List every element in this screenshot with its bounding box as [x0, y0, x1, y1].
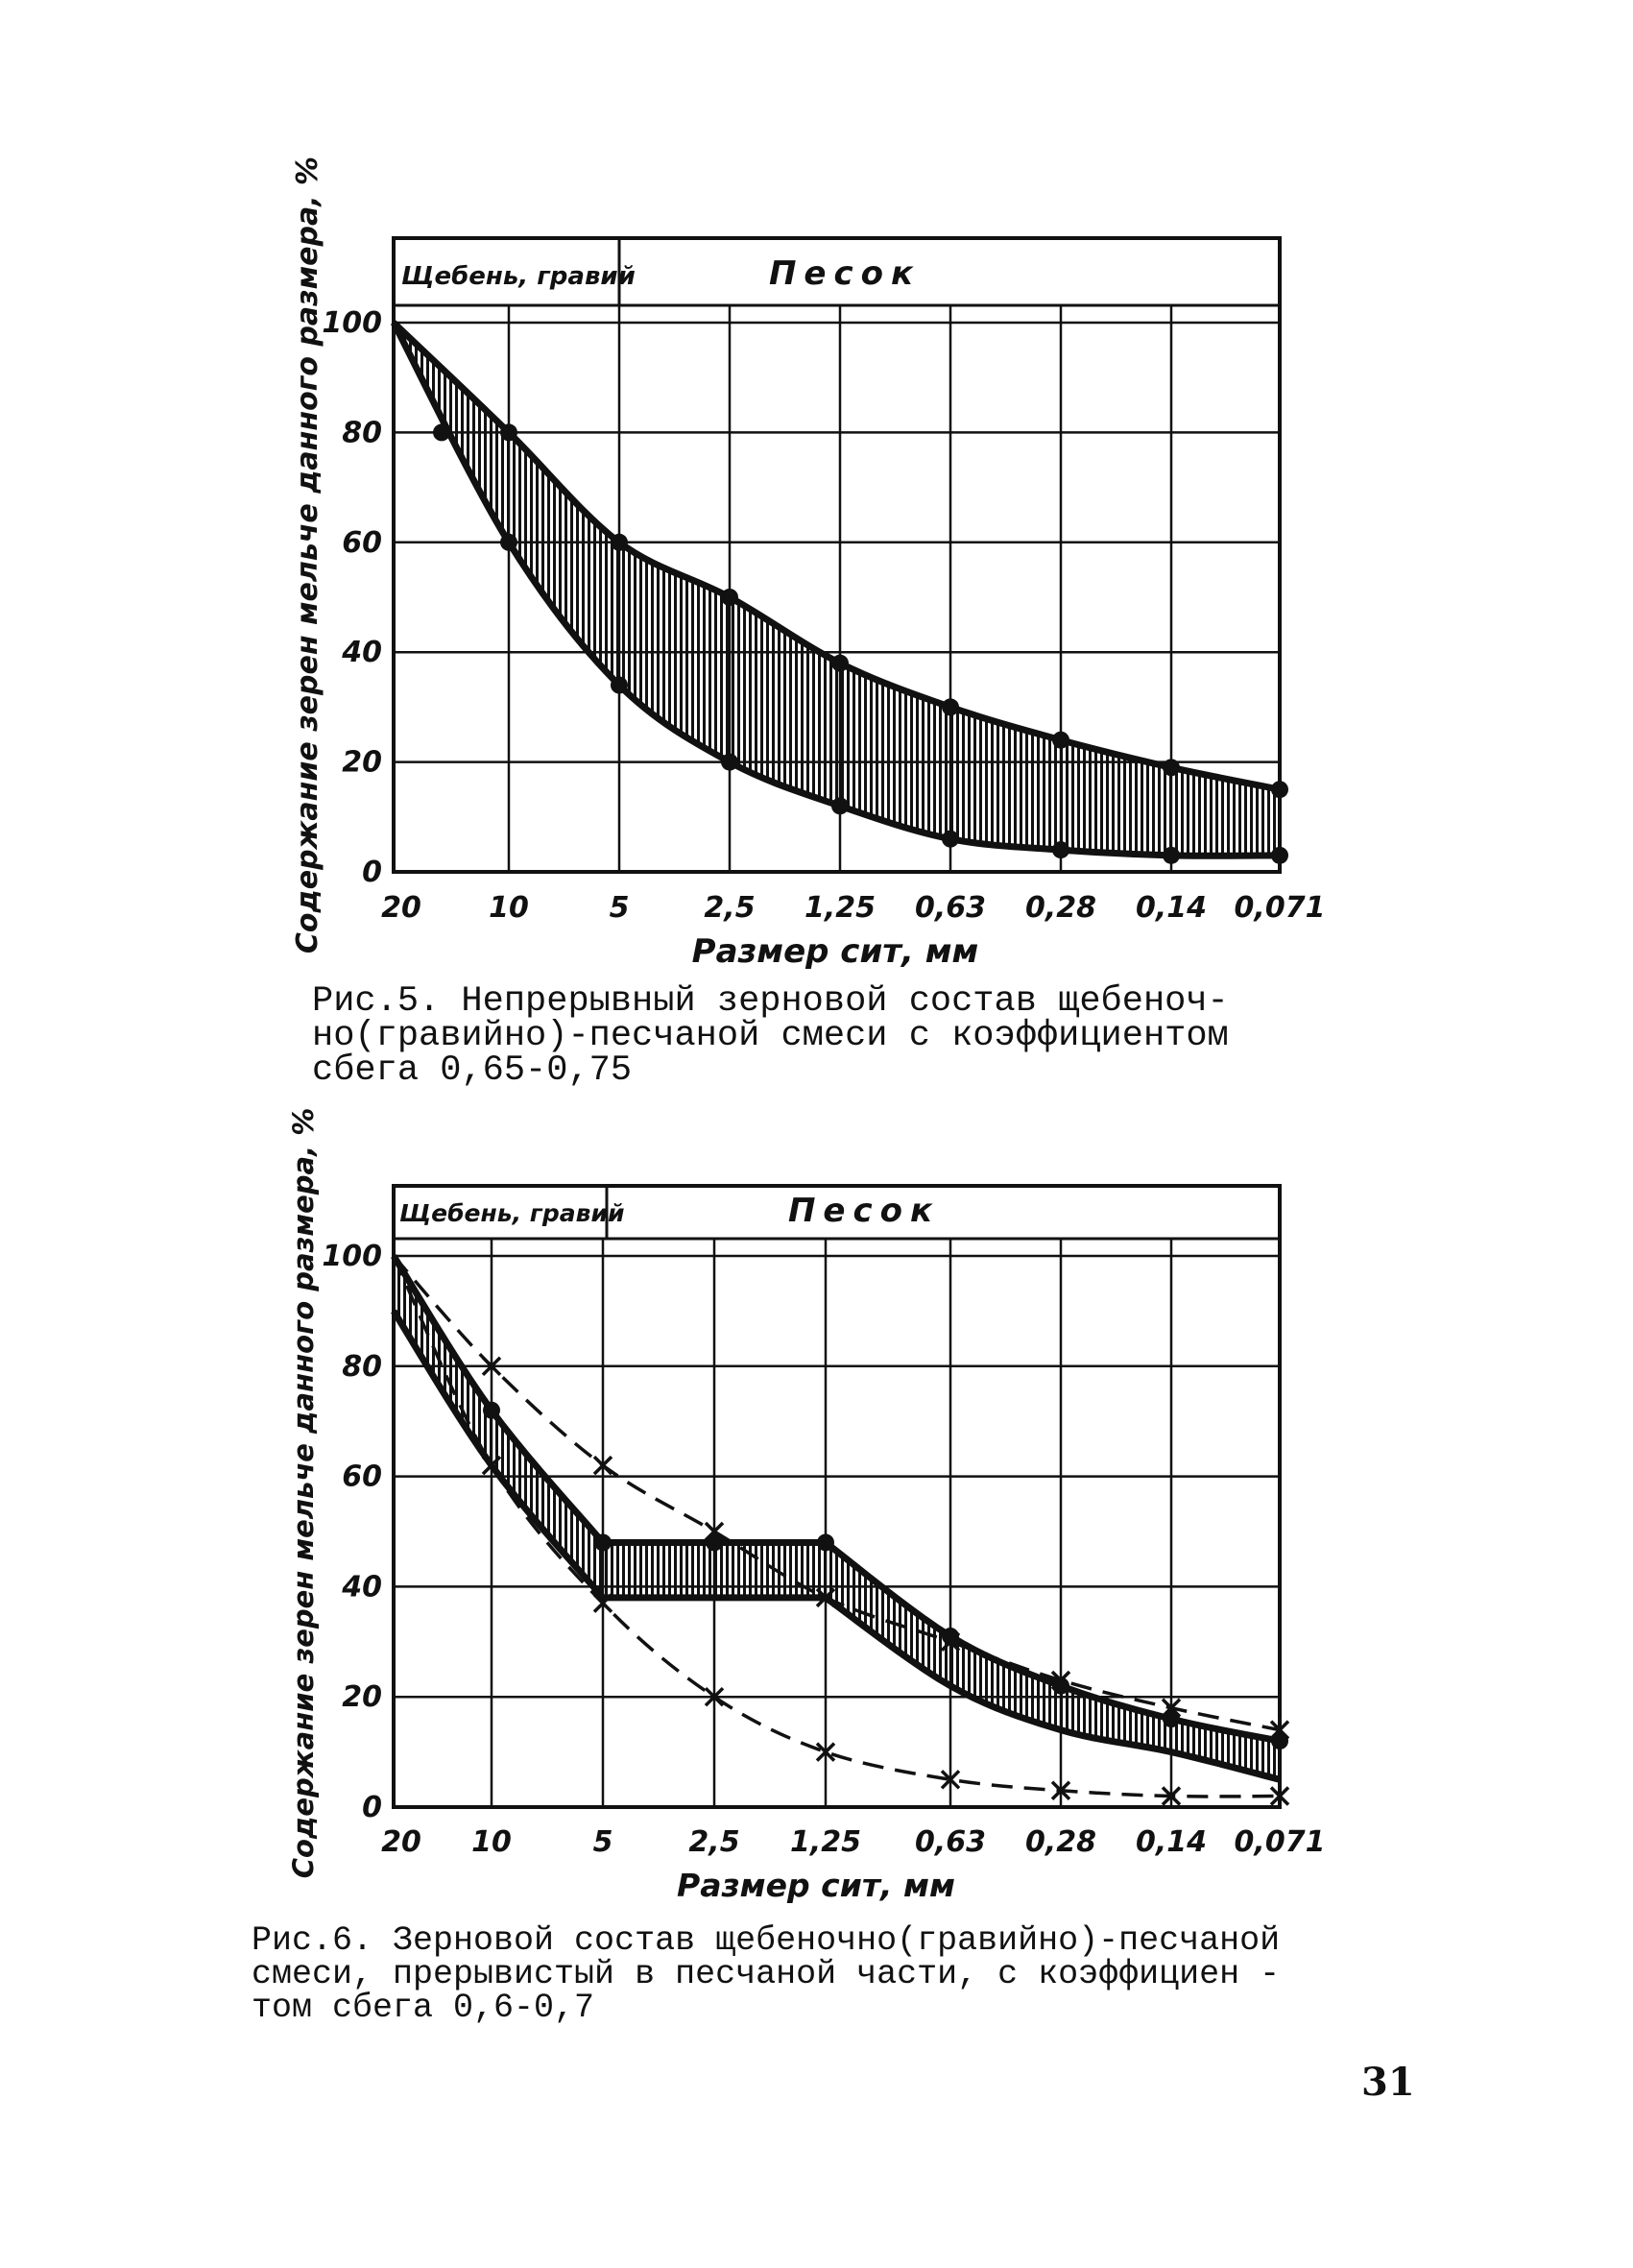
- chart-2-header-left: Щебень, гравий: [399, 1199, 625, 1227]
- x-tick-label: 20: [381, 1825, 421, 1859]
- chart-1-y-axis-label: Содержание зерен мельче данного размера, %: [291, 156, 324, 954]
- x-tick-label: 10: [489, 891, 529, 925]
- chart-2-y-axis-label: Содержание зерен мельче данного размера, %: [287, 1107, 320, 1879]
- data-point-lower: [831, 797, 849, 814]
- x-tick-label: 5: [609, 891, 630, 925]
- caption-fig-6-line-3: том сбега 0,6-0,7: [252, 1989, 595, 2027]
- y-tick-label: 100: [322, 1240, 382, 1273]
- data-point-upper: [500, 423, 517, 441]
- y-tick-label: 0: [362, 1791, 382, 1824]
- data-point-lower: [611, 677, 628, 694]
- x-tick-label: 5: [592, 1825, 613, 1859]
- y-tick-label: 40: [342, 1570, 382, 1604]
- x-tick-label: 0,63: [914, 891, 987, 925]
- chart-2: [287, 1108, 1325, 1904]
- y-tick-label: 60: [342, 1460, 382, 1494]
- y-tick-label: 20: [342, 745, 382, 780]
- y-tick-label: 60: [342, 525, 382, 560]
- data-point-upper: [831, 655, 849, 672]
- caption-fig-5-line-3: сбега 0,65-0,75: [312, 1050, 633, 1091]
- data-point-upper: [611, 534, 628, 551]
- y-tick-label: 0: [362, 856, 382, 889]
- hatched-band: [394, 323, 1280, 856]
- data-point-lower: [500, 534, 517, 551]
- x-tick-label: 1,25: [789, 1825, 862, 1859]
- x-tick-label: 2,5: [704, 891, 756, 925]
- caption-fig-5-line-2: но(гравийно)-песчаной смеси с коэффициентом: [312, 1016, 1229, 1056]
- y-tick-label: 80: [342, 416, 382, 450]
- data-point-upper: [817, 1533, 834, 1551]
- x-tick-label: 0,071: [1234, 1825, 1326, 1859]
- caption-fig-6: [252, 1921, 1280, 2027]
- data-point-lower: [1163, 847, 1180, 864]
- page-number: 31: [1361, 2060, 1415, 2105]
- chart-1-header-left: Щебень, гравий: [401, 262, 636, 291]
- data-point-lower: [1052, 841, 1069, 858]
- chart-1-x-axis-label: Размер сит, мм: [691, 932, 979, 971]
- y-tick-label: 100: [322, 306, 382, 340]
- chart-1: [291, 157, 1325, 971]
- data-point-lower: [721, 754, 738, 771]
- data-point-upper: [1163, 759, 1180, 776]
- x-tick-label: 0,14: [1135, 1825, 1208, 1859]
- x-tick-label: 0,28: [1024, 1825, 1097, 1859]
- data-point-upper: [1052, 732, 1069, 749]
- caption-fig-5: [312, 981, 1229, 1091]
- x-tick-label: 0,63: [914, 1825, 987, 1859]
- x-tick-label: 0,071: [1234, 891, 1326, 925]
- data-point-upper: [942, 698, 959, 715]
- chart-1-header-right: Песок: [768, 254, 922, 293]
- data-point-upper: [721, 589, 738, 606]
- data-point-upper: [594, 1533, 612, 1551]
- data-point-upper: [483, 1402, 500, 1419]
- caption-fig-6-line-1: Рис.6. Зерновой состав щебеночно(гравийно)-песчаной: [252, 1921, 1281, 1960]
- data-point-lower: [942, 831, 959, 848]
- caption-fig-6-line-2: смеси, прерывистый в песчаной части, с коэффициен -: [252, 1955, 1281, 1993]
- x-tick-label: 2,5: [688, 1825, 740, 1859]
- caption-fig-5-line-1: Рис.5. Непрерывный зерновой состав щебеноч-: [312, 981, 1229, 1022]
- data-point-extra: [433, 423, 450, 441]
- y-tick-label: 80: [342, 1349, 382, 1384]
- x-tick-label: 0,28: [1024, 891, 1097, 925]
- x-tick-label: 20: [381, 891, 421, 925]
- chart-2-header-right: Песок: [787, 1192, 941, 1230]
- x-tick-label: 0,14: [1135, 891, 1208, 925]
- y-tick-label: 20: [342, 1680, 382, 1715]
- x-tick-label: 1,25: [804, 891, 877, 925]
- chart-2-x-axis-label: Размер сит, мм: [677, 1867, 955, 1904]
- y-tick-label: 40: [342, 636, 382, 670]
- x-tick-label: 10: [471, 1825, 512, 1859]
